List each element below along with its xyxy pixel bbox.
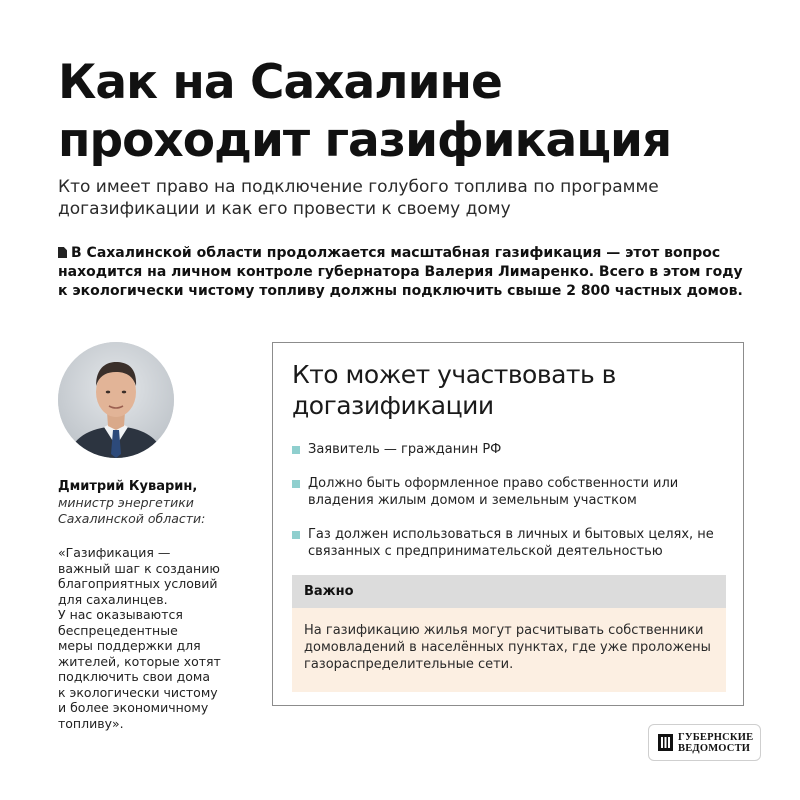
- square-bullet-icon: [292, 480, 300, 488]
- document-icon: [58, 247, 67, 258]
- eligibility-box: [272, 342, 744, 706]
- lead-paragraph: [58, 244, 748, 301]
- person-photo-icon: [58, 342, 174, 458]
- square-bullet-icon: [292, 531, 300, 539]
- avatar: [58, 342, 174, 458]
- list-item: [292, 475, 722, 509]
- speaker-name: Дмитрий Куварин,: [58, 479, 198, 494]
- title-line-2: проходит газификация: [58, 113, 672, 168]
- logo-line-1: ГУБЕРНСКИЕ: [678, 731, 754, 743]
- important-text: На газификацию жилья могут расчитывать собственники домовладений в населённых пунктах, где уже проложены газораспределительные сети.: [292, 608, 726, 692]
- page-title: [58, 54, 778, 170]
- square-bullet-icon: [292, 446, 300, 454]
- logo-line-2: ВЕДОМОСТИ: [678, 742, 751, 754]
- speaker-role: министр энергетики Сахалинской области:: [58, 495, 206, 526]
- criterion-text: Газ должен использоваться в личных и бытовых целях, не связанных с предпринимательской деятельностью: [308, 527, 714, 559]
- logo-text: [678, 732, 753, 754]
- list-item: [292, 441, 722, 458]
- criterion-text: Должно быть оформленное право собственности или владения жилым домом и земельным участком: [308, 476, 679, 508]
- publisher-logo: [648, 724, 761, 761]
- box-title: Кто может участвовать в догазификации: [292, 360, 616, 420]
- newspaper-logo-icon: [658, 734, 673, 751]
- list-item: [292, 526, 722, 560]
- criterion-text: Заявитель — гражданин РФ: [308, 442, 502, 457]
- title-line-1: Как на Сахалине: [58, 55, 502, 110]
- criteria-list: [292, 441, 722, 577]
- lead-text: В Сахалинской области продолжается масштабная газификация — этот вопрос находится на личном контроле губернатора Валерия Лимаренко. Всего в этом году к экологически чистому топливу должны подключить свыше 2 800 частных домов.: [58, 245, 743, 299]
- speaker-quote: «Газификация — важный шаг к созданию благоприятных условий для сахалинцев. У нас оказываются беспрецедентные меры поддержки для жителей, которые хотят подключить свои дома к экологически чистому и более экономичному топливу».: [58, 545, 221, 731]
- important-header: Важно: [292, 575, 726, 608]
- subtitle: Кто имеет право на подключение голубого топлива по программе догазификации и как его провести к своему дому: [58, 177, 659, 219]
